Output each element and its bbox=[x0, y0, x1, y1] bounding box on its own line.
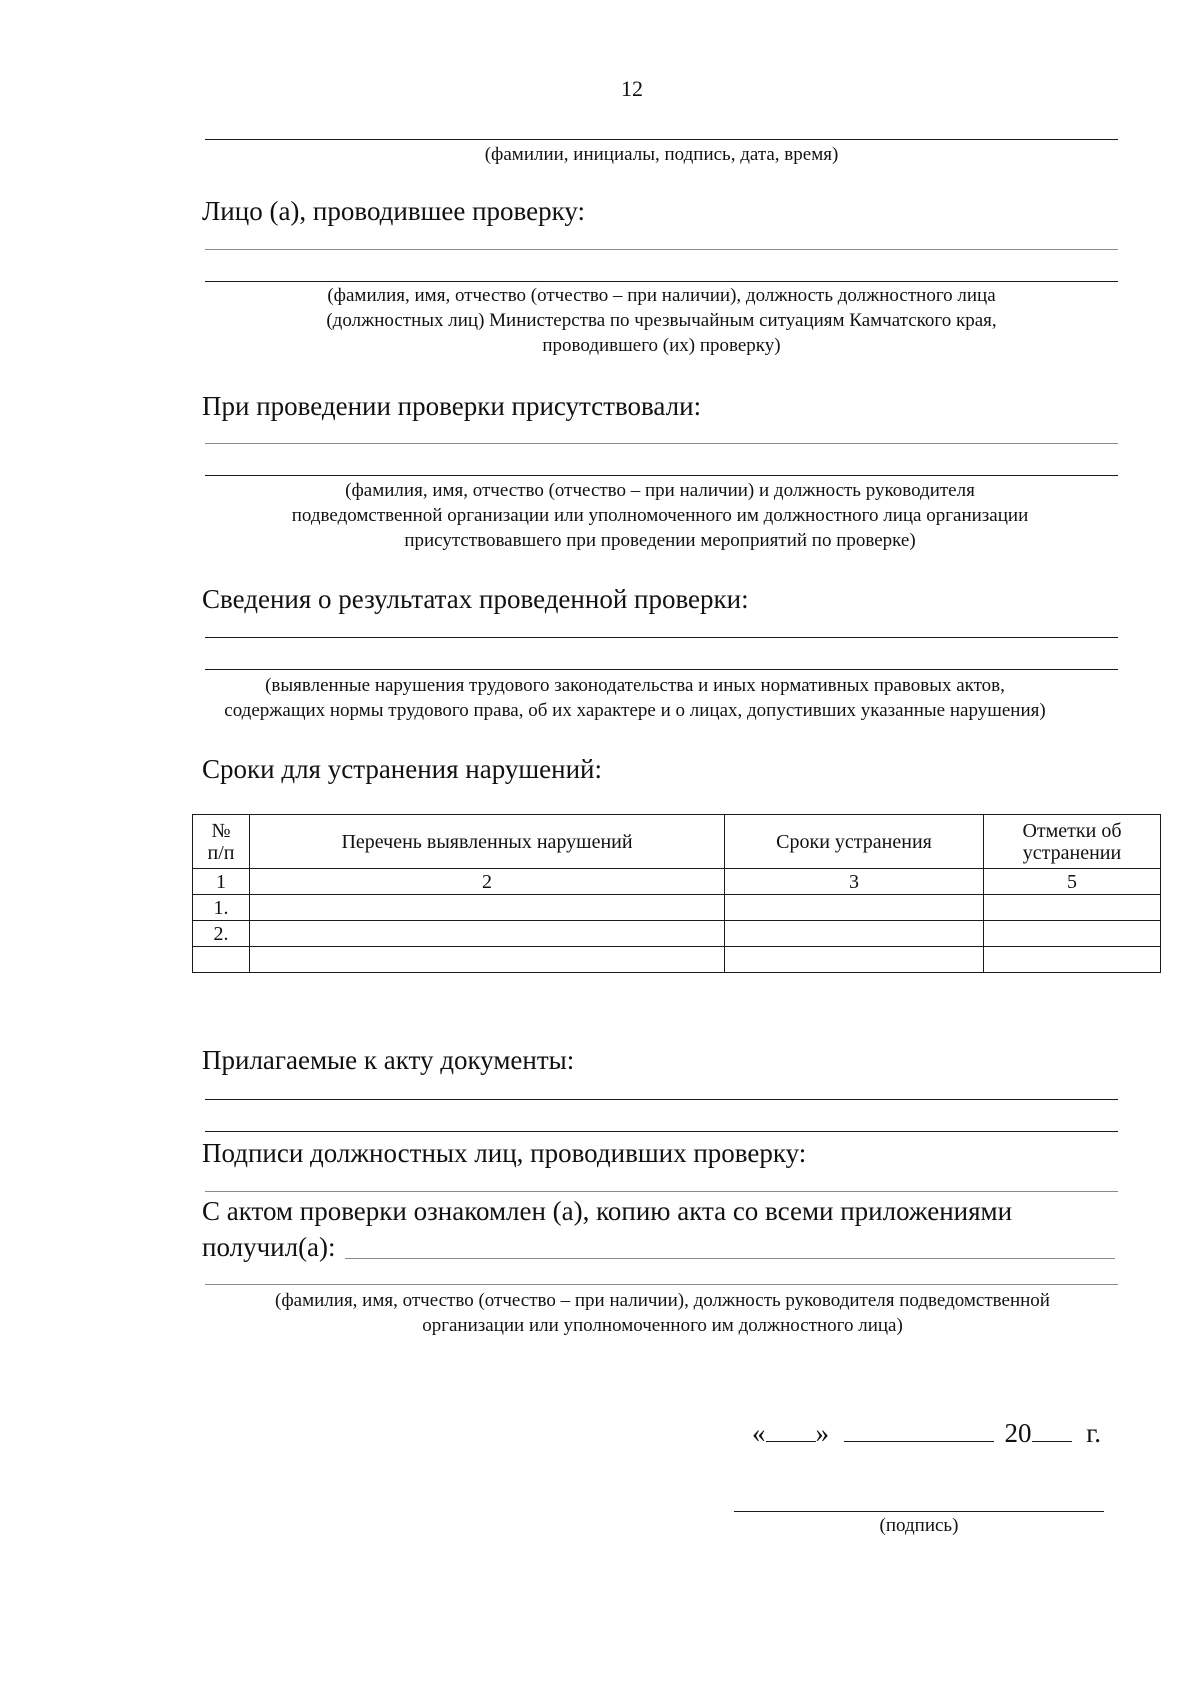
table-cell bbox=[193, 947, 250, 973]
header-marks bbox=[984, 815, 1161, 869]
table-cell bbox=[984, 921, 1161, 947]
column-number: 2 bbox=[250, 869, 725, 895]
heading-signatures: Подписи должностных лиц, проводивших проверку: bbox=[202, 1138, 807, 1168]
table-header-row bbox=[193, 815, 1161, 869]
note-inspector bbox=[205, 283, 1118, 358]
note-familiarized-line: организации или уполномоченного им должностного лица) bbox=[422, 1315, 903, 1336]
note-inspector-line: (должностных лиц) Министерства по чрезвычайным ситуациям Камчатского края, bbox=[326, 310, 997, 331]
table-cell bbox=[725, 947, 984, 973]
note-results-line: содержащих нормы трудового права, об их характере и о лицах, допустивших указанные нарушения) bbox=[224, 700, 1046, 721]
table-row bbox=[193, 895, 1161, 921]
column-number: 3 bbox=[725, 869, 984, 895]
table-cell bbox=[250, 921, 725, 947]
table-cell bbox=[984, 947, 1161, 973]
fill-line-inspector-1 bbox=[205, 249, 1118, 250]
note-present bbox=[195, 478, 1125, 553]
heading-inspector: Лицо (а), проводившее проверку: bbox=[202, 196, 586, 226]
fill-line-results-2 bbox=[205, 669, 1118, 670]
table-cell bbox=[250, 895, 725, 921]
note-inspector-line: проводившего (их) проверку) bbox=[542, 335, 781, 356]
table-cell bbox=[984, 895, 1161, 921]
table-row bbox=[193, 921, 1161, 947]
note-signatures-top: (фамилии, инициалы, подпись, дата, время) bbox=[484, 144, 839, 165]
table-cell: 1. bbox=[193, 895, 250, 921]
column-number: 1 bbox=[193, 869, 250, 895]
day-blank bbox=[766, 1419, 816, 1442]
column-number: 5 bbox=[984, 869, 1161, 895]
table-cell: 2. bbox=[193, 921, 250, 947]
heading-present: При проведении проверки присутствовали: bbox=[202, 391, 702, 421]
table-column-numbers-row bbox=[193, 869, 1161, 895]
heading-attached: Прилагаемые к акту документы: bbox=[202, 1045, 575, 1075]
note-familiarized bbox=[195, 1288, 1130, 1338]
header-num bbox=[193, 815, 250, 869]
fill-line-attached-1 bbox=[205, 1099, 1118, 1100]
fill-line-present-1 bbox=[205, 443, 1118, 444]
table-cell bbox=[250, 947, 725, 973]
year-blank bbox=[1032, 1419, 1072, 1442]
heading-familiarized-received: получил(а): bbox=[202, 1232, 336, 1262]
header-marks-line1: Отметки об bbox=[1022, 819, 1122, 842]
year-suffix: г. bbox=[1086, 1418, 1102, 1448]
note-inspector-line: (фамилия, имя, отчество (отчество – при наличии), должность должностного лица bbox=[327, 285, 996, 306]
signature-line-bottom bbox=[734, 1511, 1104, 1512]
signature-line-top bbox=[205, 139, 1118, 140]
table-row bbox=[193, 947, 1161, 973]
violations-table bbox=[192, 814, 1161, 973]
fill-line-inspector-2 bbox=[205, 281, 1118, 282]
fill-line-received bbox=[345, 1258, 1115, 1259]
fill-line-results-1 bbox=[205, 637, 1118, 638]
fill-line-present-2 bbox=[205, 475, 1118, 476]
header-num-line1: № bbox=[211, 819, 231, 842]
table-cell bbox=[725, 895, 984, 921]
note-results bbox=[148, 673, 1122, 723]
note-present-line: присутствовавшего при проведении мероприятий по проверке) bbox=[404, 530, 916, 551]
heading-results: Сведения о результатах проведенной проверки: bbox=[202, 584, 749, 614]
date-close-quote: » bbox=[815, 1418, 829, 1448]
header-violations: Перечень выявленных нарушений bbox=[250, 815, 725, 869]
note-present-line: подведомственной организации или уполномоченного им должностного лица организации bbox=[291, 505, 1029, 526]
note-signature: (подпись) bbox=[879, 1515, 959, 1536]
note-familiarized-line: (фамилия, имя, отчество (отчество – при наличии), должность руководителя подведомственной bbox=[275, 1290, 1050, 1311]
date-line bbox=[752, 1418, 1101, 1449]
heading-deadlines: Сроки для устранения нарушений: bbox=[202, 754, 603, 784]
note-present-line: (фамилия, имя, отчество (отчество – при наличии) и должность руководителя bbox=[345, 480, 975, 501]
header-marks-line2: устранении bbox=[1022, 841, 1122, 864]
page-number: 12 bbox=[621, 76, 643, 101]
date-open-quote: « bbox=[752, 1418, 766, 1448]
note-results-line: (выявленные нарушения трудового законодательства и иных нормативных правовых актов, bbox=[265, 675, 1005, 696]
header-deadlines: Сроки устранения bbox=[725, 815, 984, 869]
fill-line-signatures bbox=[205, 1191, 1118, 1192]
table-cell bbox=[725, 921, 984, 947]
month-blank bbox=[844, 1419, 994, 1442]
fill-line-attached-2 bbox=[205, 1131, 1118, 1132]
year-prefix: 20 bbox=[1004, 1418, 1032, 1448]
header-num-line2: п/п bbox=[207, 841, 235, 864]
heading-familiarized: С актом проверки ознакомлен (а), копию акта со всеми приложениями bbox=[202, 1196, 1013, 1226]
fill-line-familiarized bbox=[205, 1284, 1118, 1285]
